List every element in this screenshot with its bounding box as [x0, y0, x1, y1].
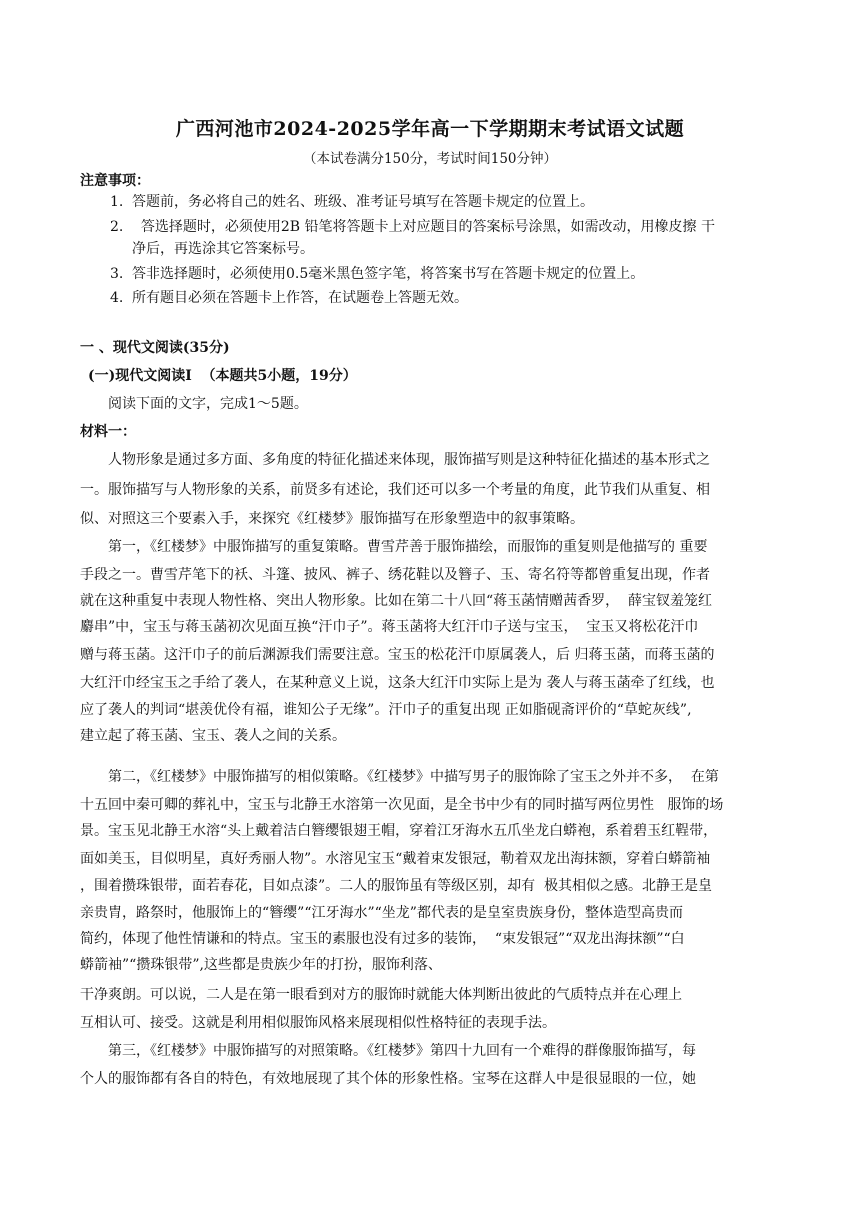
section-heading: 一 、现代文阅读(35分) [80, 340, 230, 356]
subsection-heading: (一)现代文阅读I （本题共5小题，19分） [88, 368, 357, 384]
body-line: 应了袭人的判词“堪羡优伶有福，谁知公子无缘”。汗巾子的重复出现 正如脂砚斋评价的“草蛇灰线”, [80, 702, 692, 718]
body-line: 亲贵胄，路祭时，他服饰上的“簪缨”“江牙海水”“坐龙”都代表的是皇室贵族身份，整体造型高贵而 [80, 905, 683, 921]
body-line: 第二，《红楼梦》中服饰描写的相似策略。《红楼梦》中描写男子的服饰除了宝玉之外并不多， 在第 [108, 769, 719, 785]
page-title: 广西河池市2024-2025学年高一下学期期末考试语文试题 [175, 118, 685, 140]
notice-item [110, 218, 715, 236]
body-line: 个人的服饰都有各自的特色，有效地展现了其个体的形象性格。宝琴在这群人中是很显眼的一位，她 [80, 1071, 696, 1087]
body-line: 蟒箭袖”“攒珠银带”,这些都是贵族少年的打扮，服饰利落、 [80, 957, 442, 973]
notice-item [110, 265, 644, 283]
notice-item-number: 3. [110, 266, 124, 282]
body-line: 十五回中秦可卿的葬礼中，宝玉与北静王水溶第一次见面，是全书中少有的同时描写两位男性 服饰的场 [80, 797, 724, 813]
notice-item-text: 答题前，务必将自己的姓名、班级、准考证号填写在答题卡规定的位置上。 [132, 194, 594, 210]
notice-item-number: 2. [110, 219, 124, 235]
body-line: 麝串”中，宝玉与蒋玉菡初次见面互换“汗巾子”。蒋玉菡将大红汗巾子送与宝玉， 宝玉又将松花汗巾 [80, 619, 699, 635]
notice-item-number: 1. [110, 194, 124, 210]
material-label: 材料一： [80, 424, 136, 440]
body-line: 大红汗巾经宝玉之手给了袭人，在某种意义上说，这条大红汗巾实际上是为 袭人与蒋玉菡牵了红线，也 [80, 675, 715, 691]
body-line: 景。宝玉见北静王水溶“头上戴着洁白簪缨银翅王帽，穿着江牙海水五爪坐龙白蟒袍，系着碧玉红鞓带， [80, 823, 718, 839]
reading-instruction: 阅读下面的文字，完成1～5题。 [108, 396, 308, 412]
notice-item-number: 4. [110, 290, 124, 306]
body-line: ，围着攒珠银带，面若春花，目如点漆”。二人的服饰虽有等级区别，却有 极其相似之感。北静王是皇 [80, 878, 713, 894]
notice-item [110, 289, 468, 307]
notice-item-text: 所有题目必须在答题卡上作答，在试题卷上答题无效。 [132, 290, 468, 306]
notice-item-text: 答选择题时，必须使用2B 铅笔将答题卡上对应题目的答案标号涂黑，如需改动，用橡皮擦 干 [132, 219, 715, 235]
notice-item [110, 193, 594, 211]
notice-item-text: 答非选择题时，必须使用0.5毫米黑色签字笔，将答案书写在答题卡规定的位置上。 [132, 266, 645, 282]
page-subtitle: （本试卷满分150分，考试时间150分钟） [302, 151, 558, 167]
body-line: 一。服饰描写与人物形象的关系，前贤多有述论，我们还可以多一个考量的角度，此节我们从重复、相 [80, 482, 710, 498]
body-line: 就在这种重复中表现人物性格、突出人物形象。比如在第二十八回“蒋玉菡情赠茜香罗， 薛宝钗羞笼红 [80, 593, 713, 609]
body-line: 似、对照这三个要素入手，来探究《红楼梦》服饰描写在形象塑造中的叙事策略。 [80, 511, 584, 527]
notice-item-continuation: 净后，再选涂其它答案标号。 [132, 241, 314, 257]
body-line: 互相认可、接受。这就是利用相似服饰风格来展现相似性格特征的表现手法。 [80, 1015, 556, 1031]
body-line: 赠与蒋玉菡。这汗巾子的前后渊源我们需要注意。宝玉的松花汗巾原属袭人，后 归蒋玉菡，而蒋玉菡的 [80, 647, 715, 663]
body-line: 干净爽朗。可以说，二人是在第一眼看到对方的服饰时就能大体判断出彼此的气质特点并在心理上 [80, 987, 682, 1003]
body-line: 第三，《红楼梦》中服饰描写的对照策略。《红楼梦》第四十九回有一个难得的群像服饰描写，每 [108, 1043, 696, 1059]
notice-heading: 注意事项： [80, 173, 150, 189]
body-line: 第一，《红楼梦》中服饰描写的重复策略。曹雪芹善于服饰描绘，而服饰的重复则是他描写的 重要 [108, 539, 708, 555]
body-line: 手段之一。曹雪芹笔下的袄、斗篷、披风、裤子、绣花鞋以及簪子、玉、寄名符等都曾重复出现，作者 [80, 567, 710, 583]
body-line: 简约，体现了他性情谦和的特点。宝玉的素服也没有过多的装饰， “束发银冠”“双龙出海抹额”“白 [80, 931, 685, 947]
body-line: 建立起了蒋玉菡、宝玉、袭人之间的关系。 [80, 728, 346, 744]
body-line: 人物形象是通过多方面、多角度的特征化描述来体现，服饰描写则是这种特征化描述的基本形式之 [108, 452, 710, 468]
body-line: 面如美玉，目似明星，真好秀丽人物”。水溶见宝玉“戴着束发银冠，勒着双龙出海抹额，穿着白蟒箭袖 [80, 851, 711, 867]
